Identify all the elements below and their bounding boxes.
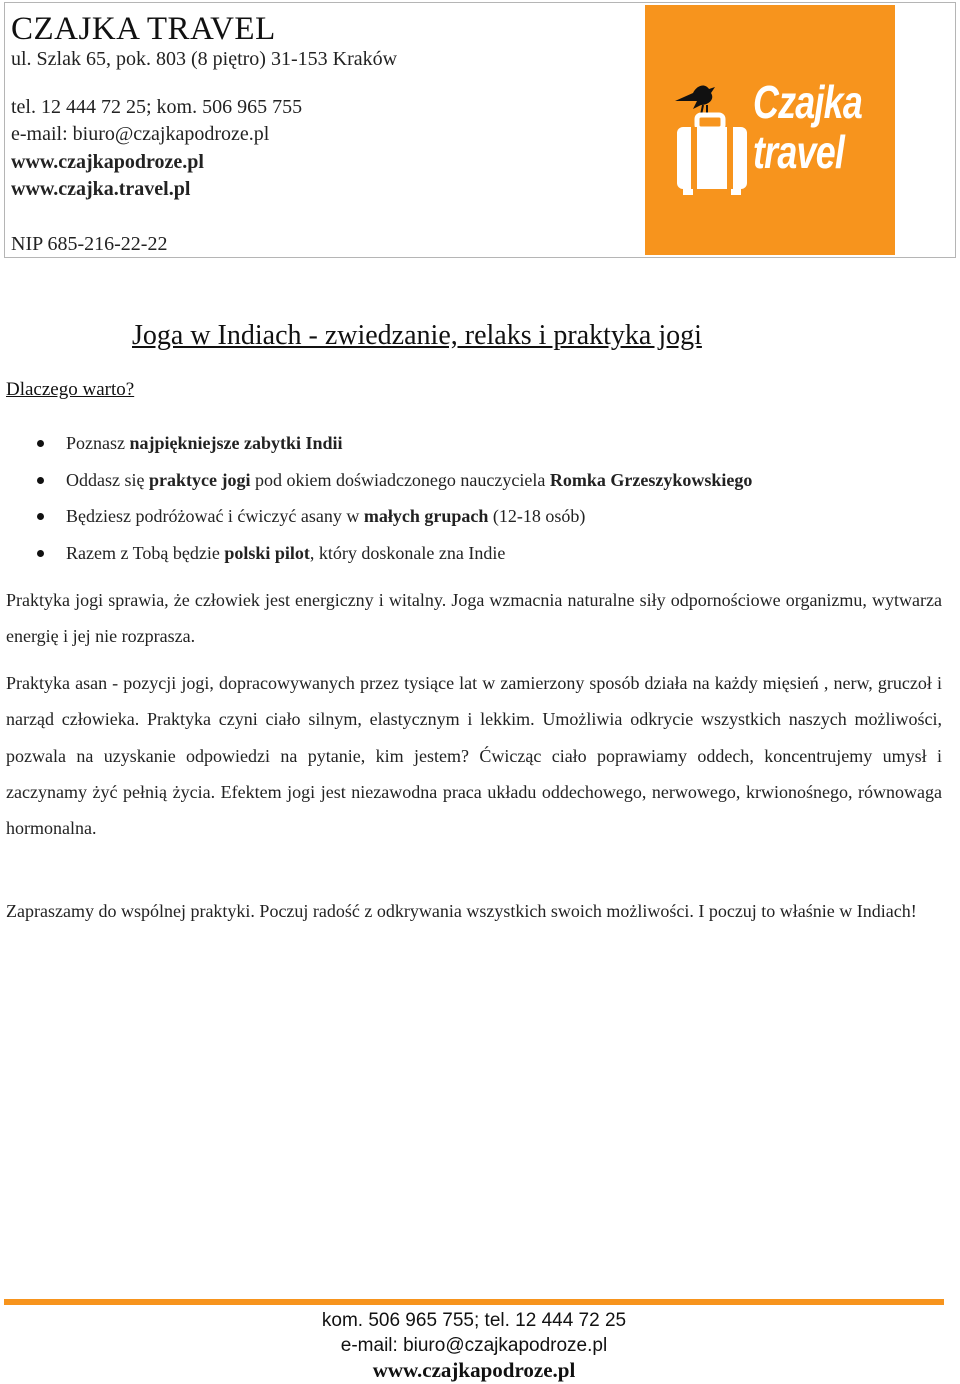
company-website-2[interactable]: www.czajka.travel.pl <box>11 178 191 200</box>
company-phone: tel. 12 444 72 25; kom. 506 965 755 <box>11 96 303 118</box>
page-title: Joga w Indiach - zwiedzanie, relaks i praktyka jogi <box>132 320 702 351</box>
footer <box>0 1308 948 1383</box>
footer-email[interactable]: e-mail: biuro@czajkapodroze.pl <box>340 1335 608 1356</box>
company-email[interactable]: e-mail: biuro@czajkapodroze.pl <box>11 123 270 145</box>
czajka-travel-logo <box>645 5 895 255</box>
paragraph-asanas: Praktyka asan - pozycji jogi, dopracowywanych przez tysiące lat w zamierzony sposób działa na każdy mięsień , nerw, gruczoł i narząd człowieka. Praktyka czyni ciało silnym, elastycznym i lekkim. Umożliwia odkrycie wszystkich naszych możliwości, pozwala na uzyskanie odpowiedzi na pytanie, kim jestem? Ćwicząc ciało poprawiamy oddech, koncentrujemy umysł i zaczynamy żyć pełnią życia. Efektem jogi jest niezawodna praca układu oddechowego, nerwowego, krwionośnego, równowaga hormonalna. <box>6 673 942 839</box>
company-nip: NIP 685-216-22-22 <box>11 233 168 255</box>
footer-phone: kom. 506 965 755; tel. 12 444 72 25 <box>321 1310 627 1331</box>
why-heading: Dlaczego warto? <box>6 379 135 400</box>
list-item: Będziesz podróżować i ćwiczyć asany w małych grupach (12-18 osób) <box>0 503 752 540</box>
list-item: Razem z Tobą będzie polski pilot, który doskonale zna Indie <box>0 540 752 577</box>
company-name: CZAJKA TRAVEL <box>11 11 276 47</box>
list-item: Oddasz się praktyce jogi pod okiem doświadczonego nauczyciela Romka Grzeszykowskiego <box>0 467 752 504</box>
footer-divider <box>4 1299 944 1305</box>
benefits-list <box>0 430 752 576</box>
logo-word-travel: travel <box>753 126 845 178</box>
company-address: ul. Szlak 65, pok. 803 (8 piętro) 31-153 Kraków <box>11 48 398 70</box>
header-box <box>4 2 956 258</box>
paragraph-invitation: Zapraszamy do wspólnej praktyki. Poczuj radość z odkrywania wszystkich swoich możliwości. I poczuj to właśnie w Indiach! <box>6 901 917 921</box>
logo-word-czajka: Czajka <box>753 76 863 128</box>
company-website-1[interactable]: www.czajkapodroze.pl <box>11 151 204 173</box>
list-item: Poznasz najpiękniejsze zabytki Indii <box>0 430 752 467</box>
footer-website[interactable]: www.czajkapodroze.pl <box>372 1358 576 1382</box>
paragraph-yoga-energy: Praktyka jogi sprawia, że człowiek jest energiczny i witalny. Joga wzmacnia naturalne siły odpornościowe organizmu, wytwarza energię i jej nie rozprasza. <box>6 590 942 647</box>
